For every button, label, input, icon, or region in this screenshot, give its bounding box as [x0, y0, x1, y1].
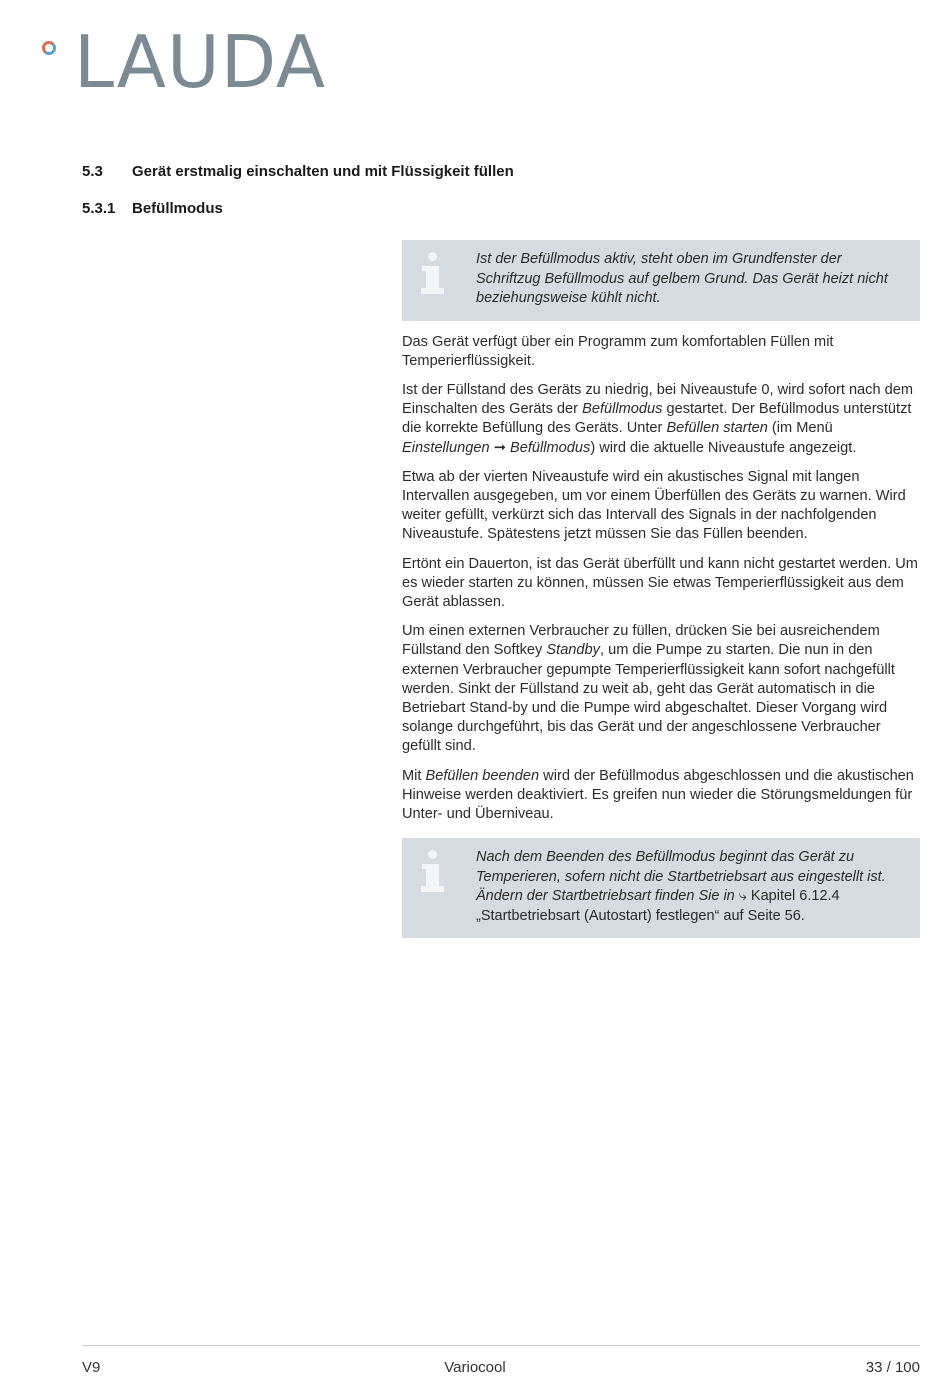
info-note-2 [402, 838, 920, 938]
info-note-text: Ist der Befüllmodus aktiv, steht oben im Grundfenster der Schriftzug Befüllmodus auf gelbem Grund. Das Gerät heizt nicht beziehungsweise kühlt nicht. [476, 251, 888, 306]
subsection-heading [82, 200, 223, 217]
chapter-link[interactable]: Kapitel 6.12.4 „Startbetriebsart (Autostart) festlegen“ auf Seite 56. [476, 888, 840, 924]
paragraph-5: Um einen externen Verbraucher zu füllen, drücken Sie bei ausreichendem Füllstand den Softkey Standby, um die Pumpe zu starten. Die nun in den externen Verbraucher gepumpte Temperierflüssigkeit kann sofort nachgefüllt werden. Sinkt der Füllstand zu weit ab, geht das Gerät automatisch in die Betriebart Stand-by und die Pumpe wird abgeschaltet. Dieser Vorgang wird solange durchgeführt, bis das Gerät und der angeschlossene Verbraucher gefüllt sind. [402, 623, 895, 755]
info-note [402, 240, 920, 321]
link-arrow-icon: ⤷ [738, 888, 747, 905]
info-icon [420, 850, 446, 892]
footer-product: Variocool [444, 1359, 506, 1376]
info-icon [420, 252, 446, 294]
section-title: Gerät erstmalig einschalten und mit Flüssigkeit füllen [132, 163, 514, 180]
arrow-right-icon: ➞ [493, 439, 506, 456]
logo-ring-icon [42, 41, 56, 55]
paragraph-6: Mit Befüllen beenden wird der Befüllmodus abgeschlossen und die akustischen Hinweise werden deaktiviert. Es greifen nun wieder die Störungsmeldungen für Unter- und Überniveau. [402, 767, 914, 822]
paragraph-2: Ist der Füllstand des Geräts zu niedrig, bei Niveaustufe 0, wird sofort nach dem Einschalten des Geräts der Befüllmodus gestartet. Der Befüllmodus unterstützt die korrekte Befüllung des Geräts. Unter Befüllen starten (im Menü Einstellungen ➞ Befüllmodus) wird die aktuelle Niveaustufe angezeigt. [402, 381, 914, 456]
logo-text: LAUDA [74, 20, 327, 104]
section-heading [82, 163, 514, 180]
paragraph-3: Etwa ab der vierten Niveaustufe wird ein akustisches Signal mit langen Intervallen ausgegeben, um vor einem Überfüllen des Geräts zu warnen. Wird weiter gefüllt, verkürzt sich das Intervall des Signals in der nachfolgenden Niveaustufe. Spätestens jetzt müssen Sie das Füllen beenden. [402, 468, 906, 543]
main-content [402, 240, 920, 950]
paragraph-4: Ertönt ein Dauerton, ist das Gerät überfüllt und kann nicht gestartet werden. Um es wieder starten zu können, müssen Sie etwas Temperierflüssigkeit aus dem Gerät ablassen. [402, 555, 918, 610]
section-number: 5.3 [82, 163, 103, 180]
footer-version: V9 [82, 1359, 101, 1376]
info-note-2-text: Nach dem Beenden des Befüllmodus beginnt das Gerät zu Temperieren, sofern nicht die Startbetriebsart aus eingestellt ist. Ändern der Startbetriebsart finden Sie in [476, 849, 886, 905]
footer-divider [82, 1345, 920, 1346]
subsection-number: 5.3.1 [82, 200, 116, 217]
footer-page-number: 33 / 100 [865, 1359, 920, 1376]
paragraph-1: Das Gerät verfügt über ein Programm zum komfortablen Füllen mit Temperierflüssigkeit. [402, 333, 834, 369]
subsection-title: Befüllmodus [132, 200, 223, 217]
